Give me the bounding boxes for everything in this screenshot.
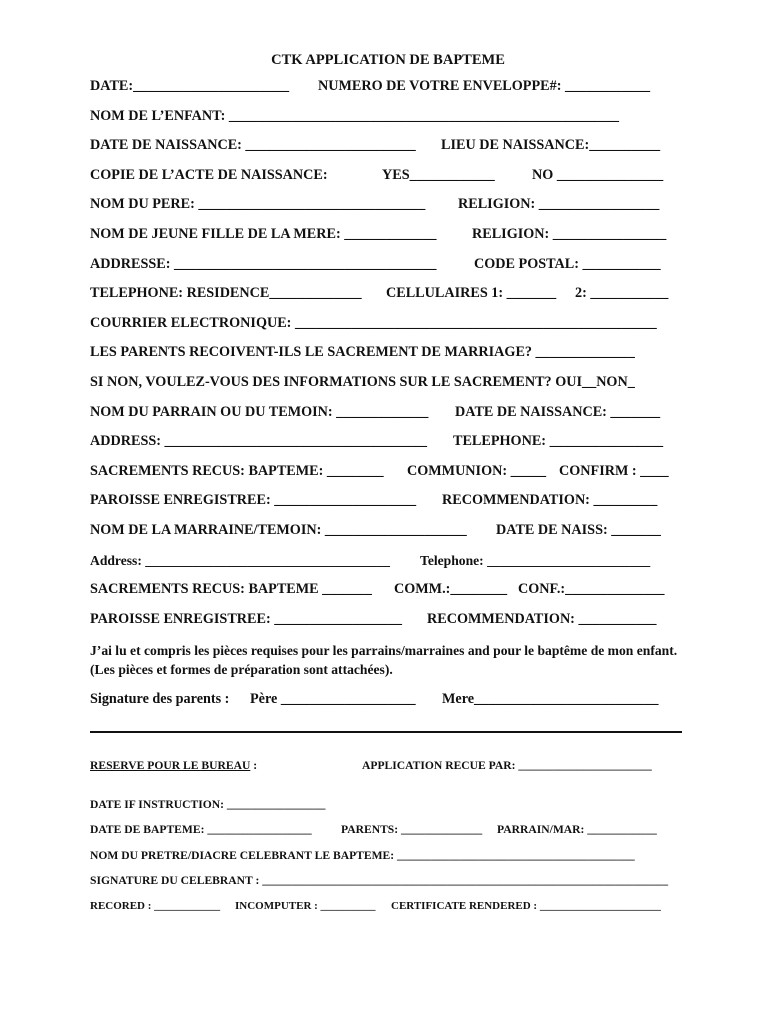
address-row: [90, 256, 682, 286]
godfather-sacraments-row: [90, 463, 682, 493]
office-parents-field[interactable]: PARENTS: ______________: [341, 823, 483, 836]
godmother-birth-date-field[interactable]: DATE DE NAISS: _______: [496, 521, 661, 538]
envelope-number-field[interactable]: NUMERO DE VOTRE ENVELOPPE#: ____________: [318, 78, 651, 94]
father-signature-field[interactable]: Père ___________________: [250, 691, 416, 708]
godmother-address-row: [90, 552, 682, 582]
residence-phone-field[interactable]: TELEPHONE: RESIDENCE_____________: [90, 285, 362, 302]
office-header-row: [90, 759, 682, 785]
office-spacer: [90, 785, 682, 798]
records-row: [90, 900, 682, 926]
declaration-paragraph: J’ai lu et compris les pièces requises pour les parrains/marraines and pour le baptême de mon enfant. (Les pièces et formes de préparation sont attachées).: [90, 643, 678, 677]
marriage-row: [90, 344, 682, 374]
section-divider: [90, 731, 682, 733]
godmother-parish-row: [90, 611, 682, 641]
certificate-rendered-field[interactable]: CERTIFICATE RENDERED : ______________________: [391, 899, 661, 912]
godmother-sacraments-row: [90, 581, 682, 611]
godmother-parish-field[interactable]: PAROISSE ENREGISTREE: __________________: [90, 610, 402, 627]
baptism-date-field[interactable]: DATE DE BAPTEME: __________________: [90, 823, 312, 836]
godmother-recommendation-field[interactable]: RECOMMENDATION: ___________: [427, 610, 657, 627]
godfather-parish-row: [90, 492, 682, 522]
godfather-name-field[interactable]: NOM DU PARRAIN OU DU TEMOIN: _____________: [90, 403, 429, 420]
godmother-communion-field[interactable]: COMM.:________: [394, 581, 508, 598]
godfather-parish-field[interactable]: PAROISSE ENREGISTREE: ____________________: [90, 492, 417, 509]
mother-maiden-name-field[interactable]: NOM DE JEUNE FILLE DE LA MERE: _____________: [90, 225, 437, 242]
birth-certificate-no[interactable]: NO _______________: [532, 166, 664, 183]
father-row: [90, 196, 682, 226]
mother-signature-field[interactable]: Mere__________________________: [442, 691, 659, 708]
reserve-colon: :: [250, 759, 258, 772]
info-row: [90, 374, 682, 404]
received-by-field[interactable]: APPLICATION RECUE PAR: _______________________: [362, 759, 652, 772]
godmother-baptism-field[interactable]: SACREMENTS RECUS: BAPTEME _______: [90, 581, 372, 598]
godmother-name-field[interactable]: NOM DE LA MARRAINE/TEMOIN: ____________________: [90, 521, 467, 538]
office-header: [90, 759, 257, 772]
reserve-label: RESERVE POUR LE BUREAU: [90, 759, 251, 772]
godfather-telephone-field[interactable]: TELEPHONE: ________________: [453, 433, 664, 450]
godmother-telephone-field[interactable]: Telephone: ________________________: [420, 552, 651, 568]
celebrant-signature-row: [90, 874, 682, 900]
birth-certificate-label: COPIE DE L’ACTE DE NAISSANCE:: [90, 166, 328, 183]
celebrant-name-field[interactable]: NOM DU PRETRE/DIACRE CELEBRANT LE BAPTEME: _________________________________________: [90, 848, 635, 862]
application-form: [90, 52, 682, 711]
marriage-question-field[interactable]: LES PARENTS RECOIVENT-ILS LE SACREMENT DE MARRIAGE? ______________: [90, 344, 635, 361]
father-religion-field[interactable]: RELIGION: _________________: [458, 196, 660, 213]
celebrant-signature-field[interactable]: SIGNATURE DU CELEBRANT : ______________________________________________________________________: [90, 874, 668, 887]
date-row: [90, 78, 682, 108]
godmother-row: [90, 522, 682, 552]
address-field[interactable]: ADDRESSE: _____________________________________: [90, 255, 437, 272]
email-field[interactable]: COURRIER ELECTRONIQUE: ___________________________________________________: [90, 314, 657, 331]
baptism-date-row: [90, 823, 682, 849]
mother-religion-field[interactable]: RELIGION: ________________: [472, 225, 667, 242]
godfather-communion-field[interactable]: COMMUNION: _____: [407, 462, 547, 479]
priest-row: [90, 849, 682, 875]
birth-certificate-row: [90, 167, 682, 197]
godfather-address-row: [90, 433, 682, 463]
birth-date-field[interactable]: DATE DE NAISSANCE: ________________________: [90, 137, 416, 154]
godfather-baptism-field[interactable]: SACREMENTS RECUS: BAPTEME: ________: [90, 462, 384, 479]
email-row: [90, 315, 682, 345]
godfather-address-field[interactable]: ADDRESS: _____________________________________: [90, 433, 427, 450]
birth-place-field[interactable]: LIEU DE NAISSANCE:__________: [441, 137, 661, 154]
godfather-row: [90, 404, 682, 434]
signature-label: Signature des parents :: [90, 691, 230, 708]
cell-phone-2-field[interactable]: 2: ___________: [575, 285, 669, 302]
child-name-field[interactable]: NOM DE L’ENFANT: _______________________________________________________: [90, 107, 620, 124]
cell-phone-1-field[interactable]: CELLULAIRES 1: _______: [386, 285, 557, 302]
info-question-field[interactable]: SI NON, VOULEZ-VOUS DES INFORMATIONS SUR LE SACREMENT? OUI__NON_: [90, 373, 635, 390]
child-name-row: [90, 108, 682, 138]
telephone-row: [90, 285, 682, 315]
godmother-address-field[interactable]: Address: ____________________________________: [90, 552, 390, 568]
godfather-recommendation-field[interactable]: RECOMMENDATION: _________: [442, 492, 658, 509]
mother-row: [90, 226, 682, 256]
postal-code-field[interactable]: CODE POSTAL: ___________: [474, 255, 661, 272]
godfather-birth-date-field[interactable]: DATE DE NAISSANCE: _______: [455, 403, 661, 420]
instruction-row: [90, 798, 682, 824]
birth-row: [90, 137, 682, 167]
form-title: CTK APPLICATION DE BAPTEME: [271, 52, 505, 68]
date-field[interactable]: DATE:______________________: [90, 78, 290, 94]
signature-row: [90, 691, 682, 711]
office-sponsor-field[interactable]: PARRAIN/MAR: ____________: [497, 823, 657, 836]
father-name-field[interactable]: NOM DU PERE: ________________________________: [90, 196, 426, 213]
recorded-field[interactable]: RECORED : ____________: [90, 899, 221, 912]
godfather-confirm-field[interactable]: CONFIRM : ____: [559, 462, 669, 479]
instruction-date-field[interactable]: DATE IF INSTRUCTION: _________________: [90, 797, 326, 811]
birth-certificate-yes[interactable]: YES____________: [382, 166, 495, 183]
office-section: [90, 759, 682, 925]
godmother-confirm-field[interactable]: CONF.:______________: [518, 581, 665, 598]
incomputer-field[interactable]: INCOMPUTER : __________: [235, 899, 376, 912]
